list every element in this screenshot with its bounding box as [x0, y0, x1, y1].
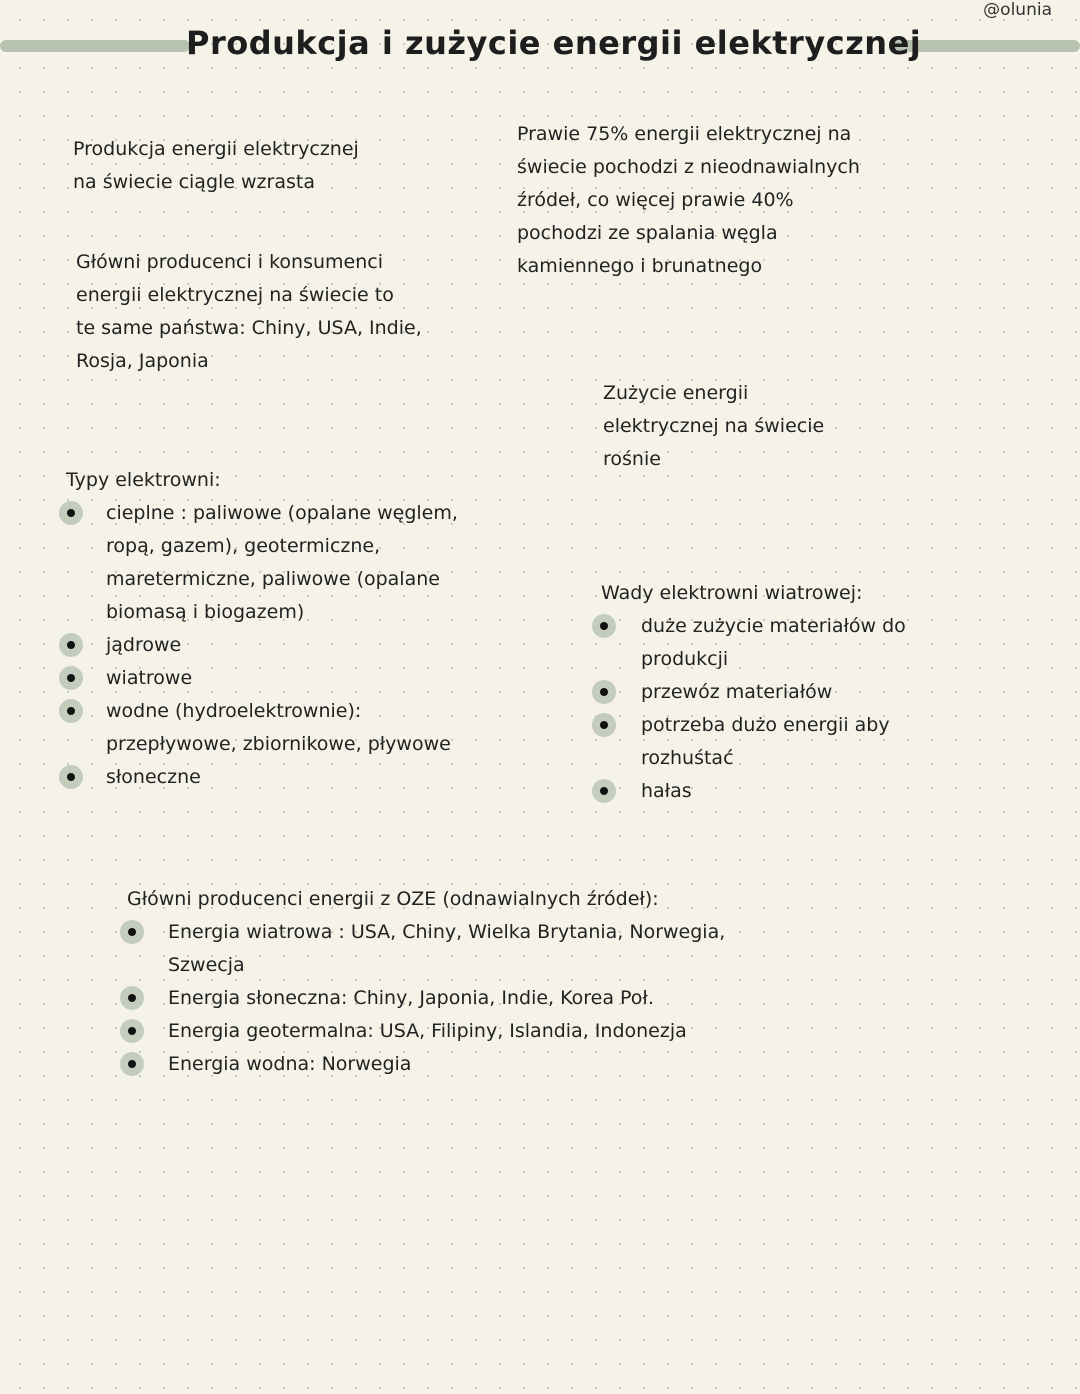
consumption-growth-note: [603, 377, 824, 476]
list-item: przewóz materiałów: [592, 676, 992, 709]
main-producers-note: [76, 246, 422, 378]
list-item: wodne (hydroelektrownie): przepływowe, zbiornikowe, pływowe: [58, 695, 518, 761]
list-item: Energia wodna: Norwegia: [120, 1048, 880, 1081]
bullet-icon: [120, 1052, 144, 1076]
bullet-icon: [120, 920, 144, 944]
bullet-icon: [592, 779, 616, 803]
plant-types-list: [58, 497, 518, 794]
note-line: na świecie ciągle wzrasta: [73, 171, 315, 193]
nonrenewable-share-note: [517, 118, 860, 283]
list-item: Energia słoneczna: Chiny, Japonia, Indie, Korea Poł.: [120, 982, 880, 1015]
bullet-icon: [59, 501, 83, 525]
note-line: świecie pochodzi z nieodnawialnych: [517, 156, 860, 178]
list-item: wiatrowe: [58, 662, 518, 695]
note-line: Zużycie energii: [603, 382, 749, 404]
note-line: Rosja, Japonia: [76, 350, 209, 372]
title-highlight-left: [0, 40, 190, 52]
production-growth-note: [73, 133, 359, 199]
note-line: źródeł, co więcej prawie 40%: [517, 189, 794, 211]
note-line: rośnie: [603, 448, 661, 470]
note-line: Główni producenci i konsumenci: [76, 251, 383, 273]
bullet-icon: [120, 1019, 144, 1043]
note-line: kamiennego i brunatnego: [517, 255, 763, 277]
note-line: te same państwa: Chiny, USA, Indie,: [76, 317, 422, 339]
note-line: elektrycznej na świecie: [603, 415, 825, 437]
note-line: Prawie 75% energii elektrycznej na: [517, 123, 852, 145]
bullet-icon: [592, 614, 616, 638]
list-item: jądrowe: [58, 629, 518, 662]
bullet-icon: [59, 765, 83, 789]
list-item: Energia geotermalna: USA, Filipiny, Islandia, Indonezja: [120, 1015, 880, 1048]
list-item: Energia wiatrowa : USA, Chiny, Wielka Brytania, Norwegia, Szwecja: [120, 916, 880, 982]
list-item: słoneczne: [58, 761, 518, 794]
list-item: potrzeba dużo energii aby rozhuśtać: [592, 709, 992, 775]
bullet-icon: [592, 680, 616, 704]
list-item: duże zużycie materiałów do produkcji: [592, 610, 992, 676]
oze-producers-heading: Główni producenci energii z OZE (odnawialnych źródeł):: [127, 888, 659, 910]
bullet-icon: [59, 699, 83, 723]
bullet-icon: [120, 986, 144, 1010]
note-line: energii elektrycznej na świecie to: [76, 284, 394, 306]
bullet-icon: [59, 666, 83, 690]
wind-drawbacks-list: [592, 610, 992, 808]
bullet-icon: [592, 713, 616, 737]
list-item: cieplne : paliwowe (opalane węglem, ropą, gazem), geotermiczne, maretermiczne, paliwowe (opalane biomasą i biogazem): [58, 497, 518, 629]
author-handle: @olunia: [983, 0, 1052, 20]
note-line: Produkcja energii elektrycznej: [73, 138, 359, 160]
bullet-icon: [59, 633, 83, 657]
wind-drawbacks-heading: Wady elektrowni wiatrowej:: [601, 582, 863, 604]
note-line: pochodzi ze spalania węgla: [517, 222, 778, 244]
list-item: hałas: [592, 775, 992, 808]
page-title: Produkcja i zużycie energii elektrycznej: [186, 24, 922, 62]
plant-types-heading: Typy elektrowni:: [66, 469, 221, 491]
oze-producers-list: [120, 916, 880, 1081]
